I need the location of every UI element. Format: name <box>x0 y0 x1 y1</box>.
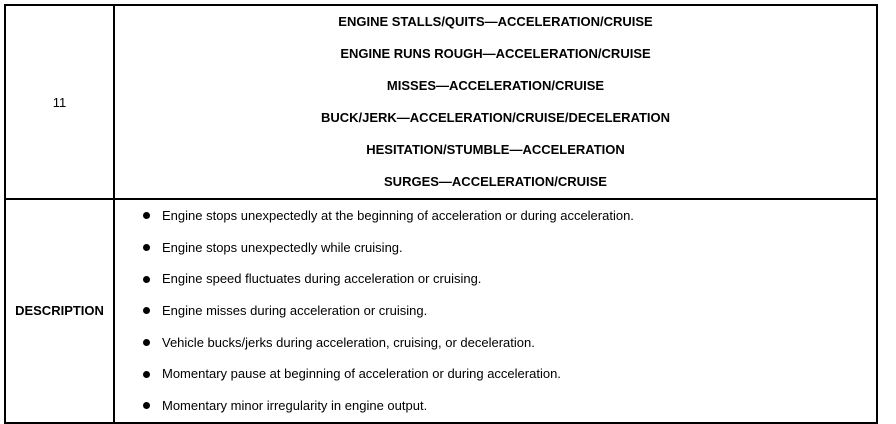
description-text: Momentary minor irregularity in engine output. <box>162 398 428 414</box>
bullet-icon <box>143 371 150 378</box>
symptom-title: ENGINE RUNS ROUGH—ACCELERATION/CRUISE <box>340 46 651 61</box>
symptom-title: BUCK/JERK—ACCELERATION/CRUISE/DECELERATION <box>320 110 671 125</box>
bullet-icon <box>143 307 150 314</box>
symptom-title: ENGINE STALLS/QUITS—ACCELERATION/CRUISE <box>338 14 653 29</box>
list-item <box>143 327 876 359</box>
description-row <box>5 199 877 423</box>
symptom-table <box>4 4 878 424</box>
list-item <box>143 295 876 327</box>
description-cell <box>114 199 877 423</box>
symptoms-list <box>115 6 876 198</box>
list-item <box>143 200 876 232</box>
description-text: Momentary pause at beginning of acceleration or during acceleration. <box>162 366 561 382</box>
bullet-icon <box>143 244 150 251</box>
description-text: Vehicle bucks/jerks during acceleration, cruising, or deceleration. <box>162 334 535 350</box>
symptom-row <box>5 5 877 199</box>
list-item <box>143 358 876 390</box>
list-item <box>143 390 876 422</box>
description-list <box>115 200 876 422</box>
description-text: Engine stops unexpectedly at the beginning of acceleration or during acceleration. <box>162 208 634 223</box>
symptom-title: SURGES—ACCELERATION/CRUISE <box>384 174 607 189</box>
bullet-icon <box>143 339 150 346</box>
description-text: Engine speed fluctuates during acceleration or cruising. <box>162 271 482 287</box>
symptoms-cell <box>114 5 877 199</box>
bullet-icon <box>143 402 150 409</box>
symptom-title: HESITATION/STUMBLE—ACCELERATION <box>366 142 625 157</box>
list-item <box>143 263 876 295</box>
description-text: Engine stops unexpectedly while cruising. <box>162 239 403 255</box>
description-text: Engine misses during acceleration or cruising. <box>162 303 428 319</box>
bullet-icon <box>143 276 150 283</box>
list-item <box>143 232 876 264</box>
bullet-icon <box>143 212 150 219</box>
description-label: DESCRIPTION <box>5 199 114 423</box>
row-number: 11 <box>5 5 114 199</box>
symptom-title: MISSES—ACCELERATION/CRUISE <box>386 78 605 93</box>
